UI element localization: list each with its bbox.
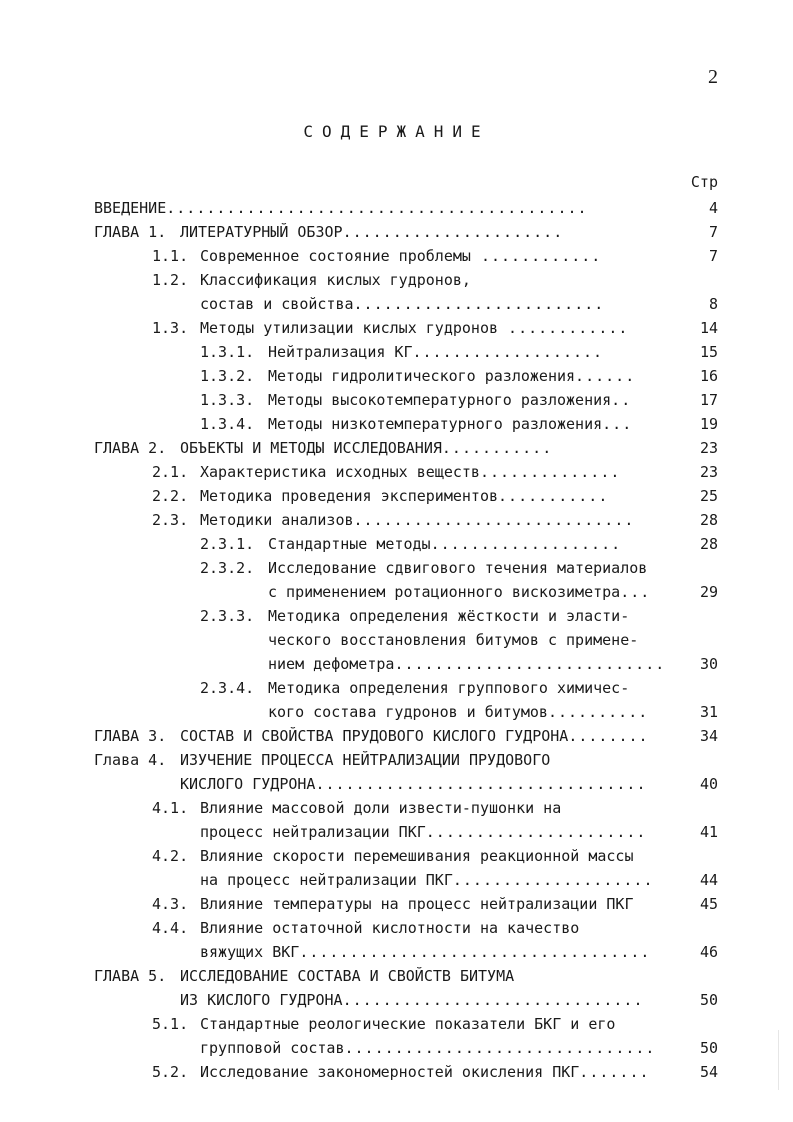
toc-entry bbox=[0, 460, 793, 484]
toc-leader-dots: ........... bbox=[441, 439, 553, 457]
toc-entry bbox=[0, 340, 793, 364]
toc-entry-title bbox=[268, 556, 670, 580]
toc-entry-page: 50 bbox=[699, 991, 718, 1009]
toc-entry-number: 2.3.1. bbox=[200, 535, 255, 553]
toc-entry-number: Глава 4. bbox=[94, 751, 167, 769]
toc-entry bbox=[0, 604, 793, 628]
toc-leader-dots: ...................... bbox=[425, 823, 647, 841]
toc-entry-page: 7 bbox=[708, 223, 718, 241]
toc-entry-text: Влияние температуры на процесс нейтрализации ПКГ bbox=[200, 895, 634, 913]
toc-entry-page: 31 bbox=[699, 703, 718, 721]
toc-entry-text: вяжущих ВКГ bbox=[200, 943, 300, 961]
toc-entry-title bbox=[200, 916, 670, 940]
toc-entry-page: 46 bbox=[699, 943, 718, 961]
toc-entry-title bbox=[180, 748, 670, 772]
toc-entry bbox=[0, 412, 793, 436]
toc-entry-text: Методика проведения экспериментов bbox=[200, 487, 499, 505]
toc-leader-dots: .. bbox=[611, 391, 632, 409]
toc-entry-text: Стандартные реологические показатели БКГ и его bbox=[200, 1015, 616, 1033]
toc-entry-text: КИСЛОГО ГУДРОНА bbox=[180, 775, 316, 793]
toc-entry bbox=[0, 748, 793, 772]
toc-entry-text: групповой состав bbox=[200, 1039, 345, 1057]
toc-entry-title bbox=[200, 820, 670, 844]
toc-leader-dots: .............................. bbox=[342, 991, 644, 1009]
toc-entry-title bbox=[200, 484, 650, 508]
toc-entry-number: 2.1. bbox=[152, 463, 189, 481]
toc-entry-text: ВВЕДЕНИЕ bbox=[94, 199, 167, 217]
toc-entry-text: Методы утилизации кислых гудронов bbox=[200, 319, 499, 337]
toc-entry-number: 1.3.4. bbox=[200, 415, 255, 433]
toc-entry-text: ОБЪЕКТЫ И МЕТОДЫ ИССЛЕДОВАНИЯ bbox=[180, 439, 442, 457]
toc-entry-title bbox=[268, 364, 650, 388]
toc-entry-page: 29 bbox=[699, 583, 718, 601]
toc-entry-text: состав и свойства bbox=[200, 295, 354, 313]
toc-entry-text: кого состава гудронов и битумов bbox=[268, 703, 548, 721]
toc-entry-title bbox=[180, 964, 670, 988]
toc-entry bbox=[0, 244, 793, 268]
toc-entry-number: 1.1. bbox=[152, 247, 189, 265]
toc-entry-text: Методика определения жёсткости и эласти- bbox=[268, 607, 630, 625]
toc-entry-title bbox=[268, 676, 670, 700]
toc-entry-title bbox=[200, 268, 650, 292]
toc-leader-dots: ........ bbox=[568, 727, 649, 745]
toc-entry bbox=[0, 1060, 793, 1084]
toc-entry-title bbox=[180, 220, 650, 244]
toc-entry-number: 2.3.2. bbox=[200, 559, 255, 577]
toc-leader-dots: ............................ bbox=[353, 511, 635, 529]
toc-entry-page: 19 bbox=[699, 415, 718, 433]
toc-entry bbox=[0, 964, 793, 988]
page-number: 2 bbox=[708, 66, 718, 88]
toc-entry-page: 44 bbox=[699, 871, 718, 889]
toc-entry bbox=[0, 364, 793, 388]
toc-entry-page: 25 bbox=[699, 487, 718, 505]
toc-entry-title bbox=[180, 724, 670, 748]
toc-entry bbox=[0, 556, 793, 580]
toc-entry bbox=[0, 1012, 793, 1036]
toc-entry-number: 1.3. bbox=[152, 319, 189, 337]
toc-entry-page: 30 bbox=[699, 655, 718, 673]
toc-entry bbox=[0, 580, 793, 604]
toc-entry bbox=[0, 844, 793, 868]
toc-entry-number: 1.2. bbox=[152, 271, 189, 289]
toc-entry-page: 7 bbox=[708, 247, 718, 265]
toc-entry bbox=[0, 724, 793, 748]
toc-entry bbox=[0, 868, 793, 892]
page-title: СОДЕРЖАНИЕ bbox=[303, 122, 490, 141]
toc-entry-text: с применением ротационного вискозиметра bbox=[268, 583, 621, 601]
toc-entry-title bbox=[200, 460, 650, 484]
toc-entry-number: 1.3.3. bbox=[200, 391, 255, 409]
toc-leader-dots: ............ bbox=[470, 247, 602, 265]
toc-entry-text: ЛИТЕРАТУРНЫЙ ОБЗОР bbox=[180, 223, 343, 241]
toc-entry-text: Влияние остаточной кислотности на качество bbox=[200, 919, 580, 937]
toc-leader-dots: .......................................... bbox=[166, 199, 588, 217]
toc-entry-number: 2.2. bbox=[152, 487, 189, 505]
toc-entry bbox=[0, 940, 793, 964]
toc-entry-text: Исследование сдвигового течения материалов bbox=[268, 559, 648, 577]
toc-entry-number: 2.3.3. bbox=[200, 607, 255, 625]
toc-leader-dots: ................................. bbox=[315, 775, 647, 793]
toc-entry-number: 4.4. bbox=[152, 919, 189, 937]
toc-entry-text: Стандартные методы bbox=[268, 535, 431, 553]
toc-entry bbox=[0, 1036, 793, 1060]
toc-leader-dots: .................... bbox=[452, 871, 654, 889]
scan-edge-mark bbox=[778, 1030, 779, 1090]
toc-entry bbox=[0, 532, 793, 556]
toc-entry bbox=[0, 220, 793, 244]
toc-entry bbox=[0, 700, 793, 724]
toc-entry-page: 14 bbox=[699, 319, 718, 337]
toc-entry-number: ГЛАВА 5. bbox=[94, 967, 167, 985]
toc-entry-page: 17 bbox=[699, 391, 718, 409]
toc-leader-dots: ...... bbox=[575, 367, 636, 385]
toc-entry-text: ческого восстановления битумов с примене- bbox=[268, 631, 639, 649]
toc-entry-page: 23 bbox=[699, 439, 718, 457]
toc-entry-page: 41 bbox=[699, 823, 718, 841]
toc-entry-title bbox=[200, 892, 670, 916]
toc-entry-page: 15 bbox=[699, 343, 718, 361]
toc-entry-number: 4.1. bbox=[152, 799, 189, 817]
toc-entry-title bbox=[200, 796, 670, 820]
toc-leader-dots: .......... bbox=[547, 703, 649, 721]
toc-entry-text: Исследование закономерностей окисления ПКГ bbox=[200, 1063, 580, 1081]
toc-entry-number: 4.3. bbox=[152, 895, 189, 913]
toc-entry bbox=[0, 988, 793, 1012]
toc-entry bbox=[0, 316, 793, 340]
toc-leader-dots: ... bbox=[620, 583, 651, 601]
toc-entry-text: ИЗУЧЕНИЕ ПРОЦЕССА НЕЙТРАЛИЗАЦИИ ПРУДОВОГО bbox=[180, 751, 551, 769]
toc-entry-title bbox=[268, 700, 670, 724]
toc-entry-text: Современное состояние проблемы bbox=[200, 247, 471, 265]
toc-entry-page: 50 bbox=[699, 1039, 718, 1057]
toc-entry-number: ГЛАВА 3. bbox=[94, 727, 167, 745]
toc-entry-number: 1.3.2. bbox=[200, 367, 255, 385]
toc-entry bbox=[0, 772, 793, 796]
toc-leader-dots: ....... bbox=[579, 1063, 650, 1081]
toc-entry-text: Методы гидролитического разложения bbox=[268, 367, 576, 385]
toc-entry-number: 2.3.4. bbox=[200, 679, 255, 697]
toc-entry-title bbox=[200, 868, 670, 892]
toc-entry-title bbox=[200, 844, 670, 868]
toc-leader-dots: ... bbox=[602, 415, 633, 433]
toc-entry-text: на процесс нейтрализации ПКГ bbox=[200, 871, 453, 889]
toc-entry bbox=[0, 436, 793, 460]
toc-entry-text: ИССЛЕДОВАНИЕ СОСТАВА И СВОЙСТВ БИТУМА bbox=[180, 967, 515, 985]
toc-entry-page: 28 bbox=[699, 535, 718, 553]
toc-entry-page: 54 bbox=[699, 1063, 718, 1081]
toc-entry-title bbox=[94, 196, 650, 220]
toc-leader-dots: ................... bbox=[430, 535, 622, 553]
toc-entry-text: Характеристика исходных веществ bbox=[200, 463, 480, 481]
toc-entry bbox=[0, 628, 793, 652]
toc-entry-title bbox=[268, 340, 650, 364]
toc-entry bbox=[0, 796, 793, 820]
toc-entry-page: 4 bbox=[708, 199, 718, 217]
toc-entry bbox=[0, 676, 793, 700]
page-column-header: Стр bbox=[690, 173, 718, 191]
toc-entry bbox=[0, 292, 793, 316]
toc-entry-text: Методы высокотемпературного разложения bbox=[268, 391, 612, 409]
toc-entry-title bbox=[268, 604, 670, 628]
toc-entry-title bbox=[200, 508, 650, 532]
toc-entry bbox=[0, 484, 793, 508]
toc-entry-title bbox=[268, 388, 650, 412]
toc-entry-title bbox=[268, 580, 670, 604]
toc-leader-dots: ................... bbox=[412, 343, 604, 361]
toc-entry-text: нием дефометра bbox=[268, 655, 395, 673]
toc-entry bbox=[0, 508, 793, 532]
toc-entry-number: 5.1. bbox=[152, 1015, 189, 1033]
toc-entry-title bbox=[200, 292, 650, 316]
toc-entry-number: 5.2. bbox=[152, 1063, 189, 1081]
toc-leader-dots: ......................... bbox=[353, 295, 605, 313]
toc-entry-text: Методы низкотемпературного разложения bbox=[268, 415, 603, 433]
toc-entry-title bbox=[268, 652, 670, 676]
toc-entry-page: 28 bbox=[699, 511, 718, 529]
toc-leader-dots: ............................... bbox=[344, 1039, 656, 1057]
toc-entry-text: Влияние скорости перемешивания реакционной массы bbox=[200, 847, 634, 865]
toc-entry-title bbox=[200, 1060, 670, 1084]
toc-entry bbox=[0, 388, 793, 412]
toc-entry-page: 16 bbox=[699, 367, 718, 385]
toc-entry-number: 4.2. bbox=[152, 847, 189, 865]
toc-entry-number: ГЛАВА 2. bbox=[94, 439, 167, 457]
toc-entry bbox=[0, 196, 793, 220]
toc-entry-title bbox=[200, 244, 650, 268]
toc-leader-dots: ........................... bbox=[394, 655, 666, 673]
toc-entry-title bbox=[268, 532, 670, 556]
toc-entry-title bbox=[180, 436, 650, 460]
toc-leader-dots: ............ bbox=[498, 319, 629, 337]
toc-entry-title bbox=[180, 772, 670, 796]
toc-entry-text: Классификация кислых гудронов, bbox=[200, 271, 471, 289]
toc-entry-text: процесс нейтрализации ПКГ bbox=[200, 823, 426, 841]
toc-entry-title bbox=[268, 412, 650, 436]
toc-entry-number: 1.3.1. bbox=[200, 343, 255, 361]
toc-leader-dots: ...................... bbox=[342, 223, 564, 241]
toc-entry-title bbox=[268, 628, 670, 652]
toc-entry-text: Нейтрализация КГ bbox=[268, 343, 413, 361]
toc-entry-text: СОСТАВ И СВОЙСТВА ПРУДОВОГО КИСЛОГО ГУДРОНА bbox=[180, 727, 569, 745]
toc-entry bbox=[0, 916, 793, 940]
toc-entry-number: ГЛАВА 1. bbox=[94, 223, 167, 241]
toc-entry-page: 8 bbox=[708, 295, 718, 313]
toc-entry bbox=[0, 820, 793, 844]
toc-entry-text: ИЗ КИСЛОГО ГУДРОНА bbox=[180, 991, 343, 1009]
toc-entry-text: Методики анализов bbox=[200, 511, 354, 529]
toc-entry bbox=[0, 892, 793, 916]
toc-entry-title bbox=[180, 988, 670, 1012]
toc-entry-title bbox=[200, 940, 670, 964]
toc-leader-dots: ........... bbox=[498, 487, 609, 505]
toc-entry-title bbox=[200, 1036, 670, 1060]
toc-entry-page: 45 bbox=[699, 895, 718, 913]
table-of-contents bbox=[0, 196, 793, 1084]
toc-leader-dots: .............. bbox=[479, 463, 621, 481]
toc-entry-page: 40 bbox=[699, 775, 718, 793]
toc-entry-page: 23 bbox=[699, 463, 718, 481]
toc-entry-title bbox=[200, 316, 650, 340]
toc-entry-text: Методика определения группового химичес- bbox=[268, 679, 630, 697]
toc-entry-page: 34 bbox=[699, 727, 718, 745]
toc-entry bbox=[0, 268, 793, 292]
toc-entry bbox=[0, 652, 793, 676]
toc-leader-dots: ................................... bbox=[299, 943, 651, 961]
toc-entry-text: Влияние массовой доли извести-пушонки на bbox=[200, 799, 562, 817]
toc-entry-title bbox=[200, 1012, 670, 1036]
toc-entry-number: 2.3. bbox=[152, 511, 189, 529]
